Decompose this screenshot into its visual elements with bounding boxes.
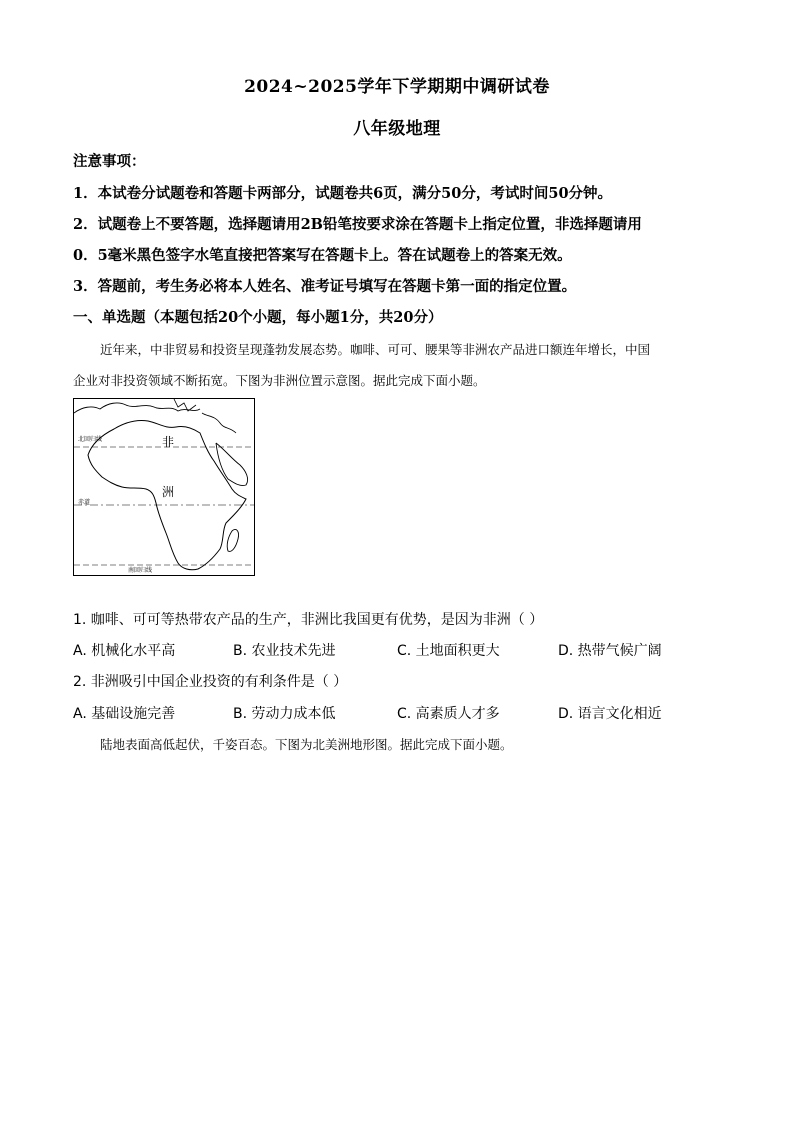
question-2-option-d[interactable]: D. 语言文化相近: [558, 706, 662, 722]
tropic-of-capricorn-label: 南回归线: [128, 567, 153, 574]
tropic-of-cancer-label: 北回归线: [78, 436, 103, 443]
africa-location-map: [73, 398, 255, 576]
intro-paragraph-line-2: 企业对非投资领域不断拓宽。下图为非洲位置示意图。据此完成下面小题。: [73, 373, 486, 388]
notice-heading: 注意事项：: [73, 153, 146, 170]
exam-title: 2024~2025学年下学期期中调研试卷: [244, 77, 550, 97]
intro-paragraph-2: 陆地表面高低起伏，千姿百态。下图为北美洲地形图。据此完成下面小题。: [100, 737, 513, 752]
notice-item-4: 3．答题前，考生务必将本人姓名、准考证号填写在答题卡第一面的指定位置。: [73, 278, 577, 295]
question-1-option-a[interactable]: A. 机械化水平高: [73, 643, 176, 659]
question-1-option-c[interactable]: C. 土地面积更大: [397, 643, 500, 659]
intro-paragraph-line-1: 近年来，中非贸易和投资呈现蓬勃发展态势。咖啡、可可、腰果等非洲农产品进口额连年增长，中国: [100, 342, 651, 357]
arabia-outline: [216, 443, 248, 486]
question-1-option-d[interactable]: D. 热带气候广阔: [558, 643, 662, 659]
notice-item-2: 2．试题卷上不要答题，选择题请用2B铅笔按要求涂在答题卡上指定位置，非选择题请用: [73, 216, 642, 233]
equator-label: 赤道: [78, 499, 91, 506]
section-heading: 一、单选题（本题包括20个小题，每小题1分，共20分）: [73, 309, 443, 326]
question-1-option-b[interactable]: B. 农业技术先进: [233, 643, 336, 659]
notice-item-1: 1．本试卷分试题卷和答题卡两部分，试题卷共6页，满分50分，考试时间50分钟。: [73, 185, 613, 202]
europe-coast: [74, 403, 200, 413]
question-2-option-a[interactable]: A. 基础设施完善: [73, 706, 176, 722]
map-label-fei: 非: [162, 435, 175, 449]
question-2-option-b[interactable]: B. 劳动力成本低: [233, 706, 336, 722]
notice-item-3: 0．5毫米黑色签字水笔直接把答案写在答题卡上。答在试题卷上的答案无效。: [73, 247, 572, 264]
question-1-stem: 1. 咖啡、可可等热带农产品的生产，非洲比我国更有优势，是因为非洲（ ）: [73, 612, 544, 628]
question-2-stem: 2. 非洲吸引中国企业投资的有利条件是（ ）: [73, 674, 348, 690]
exam-subtitle: 八年级地理: [353, 119, 441, 139]
madagascar-outline: [227, 529, 238, 551]
map-label-zhou: 洲: [162, 485, 175, 499]
question-2-option-c[interactable]: C. 高素质人才多: [397, 706, 500, 722]
